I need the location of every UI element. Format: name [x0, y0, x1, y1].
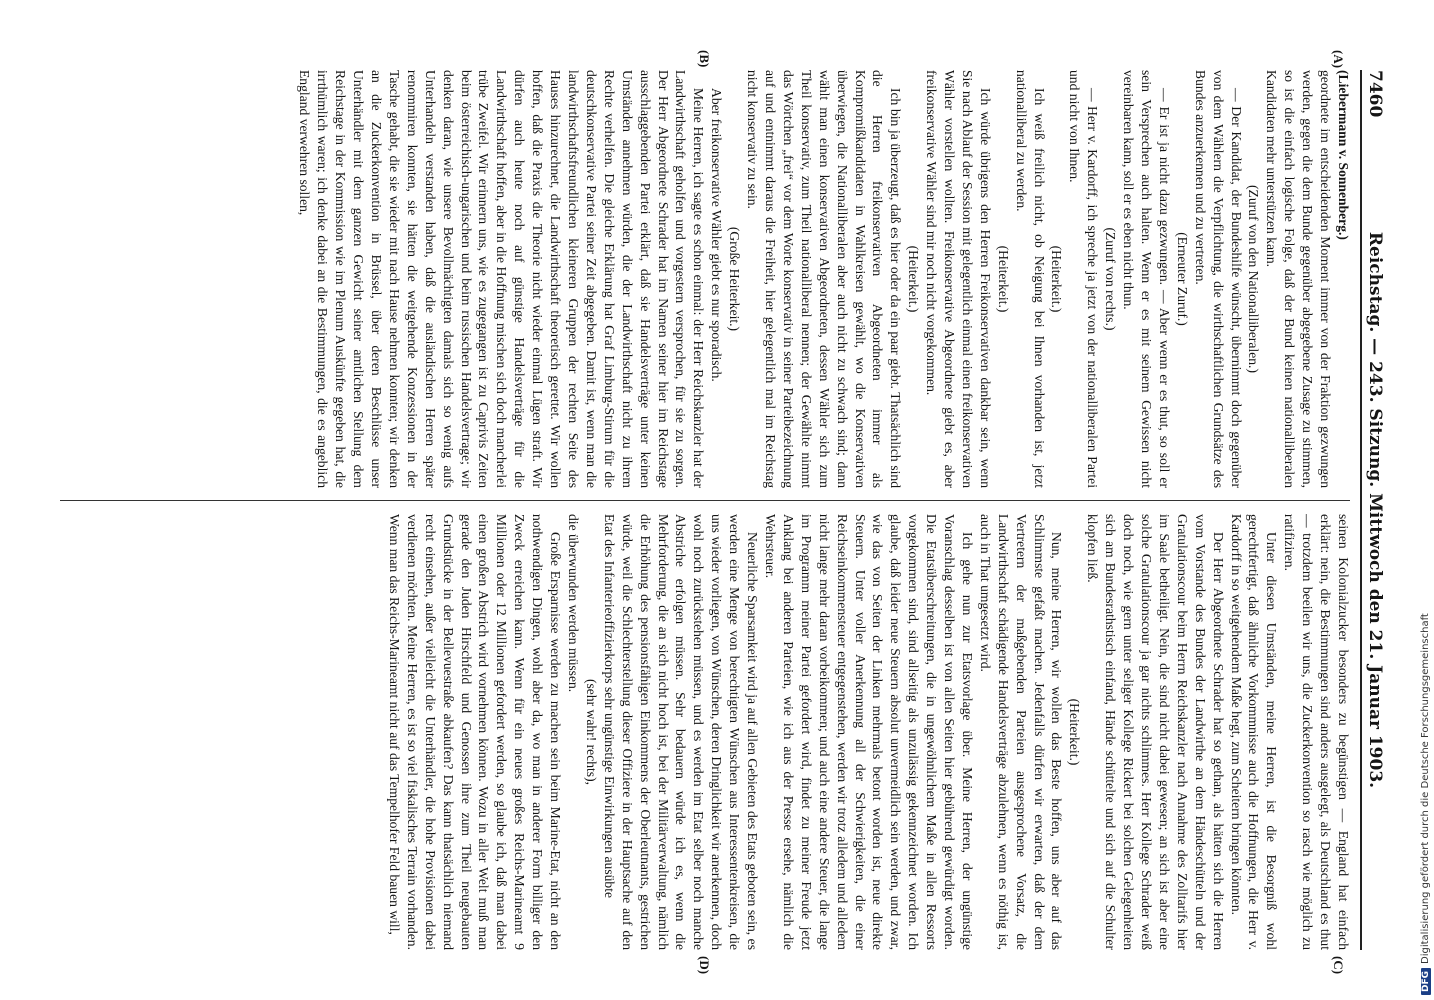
paragraph: geordnete im entscheidenden Moment immer von der Fraktion gezwungen werden, gegen die dem Bunde gegenüber abgegebene Zusage zu stimmen, so ist die einfach logische Folge, daß der Bund keinen nationalliberalen Kandidaten mehr unterstützen kann.	[1264, 70, 1334, 488]
page-header	[1360, 70, 1388, 950]
paragraph: Ich weiß freilich nicht, ob Neigung bei Ihnen vorhanden ist, jetzt nationalliberal zu werden.	[1013, 70, 1047, 488]
column-divider	[60, 500, 1350, 501]
paragraph: Neuerliche Sparsamkeit wird ja auf allen Gebieten des Etats geboten sein, es werden eine Menge von berechtigten Wünschen aus Interessentenkreisen, die uns wieder vorliegen, von Wünschen, deren Dringlichkeit wir anerkennen, doch wohl noch zurückstehen müssen, und es werden im Etat selber noch manche Abstriche erfolgen müssen. Sehr bedauern würde ich es, wenn die Mehrforderung, die an sich nicht hoch ist, bei der Militärverwaltung, nämlich die Erhöhung des pensionsfähigen Einkommens der Oberleutnants, gestrichen würde, weil die Schlechterstellung dieser Offiziere in der Hauptsache auf den Etat des Infanterieoffizierkorps sehr ungünstige Einwirkungen ausübte	[601, 514, 761, 950]
paragraph: Große Ersparnisse werden zu machen sein beim Marine-Etat, nicht an den nothwendigen Dingen, wohl aber da, wo man in anderer Form billiger den Zweck erreichen kann. Wenn für ein neues großes Reichs-Marineamt 9 Millionen oder 12 Millionen gefordert werden, so glaube ich, daß man dabei einen großen Abstrich wird vornehmen können. Wozu in aller Welt muß man gerade den Juden Hirschfeld und Genossen ihre zum Theil neugebauten Grundstücke in der Bellevuestraße abkaufen? Das kann thatsächlich niemand recht einsehen, außer vielleicht die Unterhändler, die hohe Provisionen dabei verdienen möchten. Meine Herren, es ist so viel fiskalisches Terrain vorhanden. Wenn man das Reichs-Marineamt nicht auf das Tempelhofer Feld bauen will,	[386, 514, 564, 950]
paragraph: Ich würde übrigens den Herren Freikonservativen dankbar sein, wenn Sie nach Ablauf der Session mit gelegentlich einmal einen freikonservativen Wähler vorstellen wollten. Freikonservative Abgeordnete giebt es, aber freikonservative Wähler sind mir noch nicht vorgekommen.	[924, 70, 993, 488]
interjection: (Erneuter Zuruf.)	[1174, 232, 1190, 326]
paragraph: Unter diesen Umständen, meine Herren, ist die Besorgniß wohl gerechtfertigt, daß ähnliche Vorkommnisse auch die Hoffnungen, die Herr v. Kardorff in so weitgehendem Maße hegt, zum Scheitern bringen könnten.	[1228, 514, 1280, 950]
paragraph: Ich bin ja überzeugt, daß es hier oder da ein paar giebt. Thatsächlich sind die Herren freikonservativen Abgeordneten immer als Kompromißkandidaten in Wahlkreisen gewählt, wo die Konservativen überwiegen, die Nationalliberalen aber auch nicht zu schwach sind; dann wählt man einen konservativen Abgeordneten, dessen Wähler sich zum Theil konservativ, zum Theil nationalliberal nennen; der Gewählte nimmt das Wörtchen „frei“ vor dem Worte konservativ in seiner Parteibezeichnung auf und entnimmt daraus die Freiheit, hier gelegentlich mal im Reichstag nicht konservativ zu sein.	[745, 70, 904, 488]
interjection: (Heiterkeit.)	[906, 245, 922, 313]
interjection: (Große Heiterkeit.)	[727, 226, 743, 332]
paragraph: Der Herr Abgeordnete Schrader hat so gethan, als hätten sich die Herren vom Vorstande des Bundes der Landwirthe an dem Händeschütteln und der Gratulationscour beim Herrn Reichskanzler nach Annahme des Zolltarifs hier im Saale betheiligt. Nein, die sind nicht dabei gewesen; an sich ist aber eine solche Gratulationscour ja gar nichts schlimmes. Herr Kollege Schrader weiß doch noch, wie gern unter seliger Kollege Rickert bei solchen Gelegenheiten sich am Bundesrathstisch einfand, Hände schüttelte und sich auf die Schulter klopfen ließ.	[1085, 514, 1226, 950]
right-column	[56, 514, 1352, 950]
margin-mark-a: (A)	[1331, 50, 1346, 69]
paragraph: Meine Herren, ich sagte es schon einmal: der Herr Reichskanzler hat der Landwirthschaft geholfen und vorgestern versprochen, für sie zu sorgen. Der Herr Abgeordnete Schrader hat im Namen seiner hier im Reichstage ausschlaggebenden Partei erklärt, daß sie Handelsverträge unter keinen Umständen annehmen würden, die der Landwirthschaft nicht zu ihrem Rechte verhelfen. Die gleiche Erklärung hat Graf Limburg-Stirum für die deutschkonservative Partei seiner Zeit abgegeben. Damit ist, wenn man die landwirthschaftsfreundlichen kleineren Gruppen der rechten Seite des Hauses hinzurechnet, die Landwirthschaft theoretisch gerettet. Wir wollen hoffen, daß die Praxis die Theorie nicht wieder einmal Lügen straft. Wir dürfen auch heute noch auf günstige Handelsverträge für die Landwirthschaft hoffen, aber in die Hoffnung mischen sich doch mancherlei trübe Zweifel. Wir erinnern uns, wie es zugegangen ist zu Caprivis Zeiten beim österreichisch-ungarischen und beim russischen Handelsvertrage; wir denken daran, wie unsere Bevollmächtigten damals sich so wenig aufs Unterhandeln verstanden haben, daß die ausländischen Herren später renommiren konnten, sie hätten die weitgehende Konzessionen in der Tasche gehabt, die sie wieder mit nach Hause nehmen konnten; wir denken an die Zuckerkonvention in Brüssel, über deren Beschlüsse unser Unterhändler mit dem ganzen Gewicht seiner amtlichen Stellung dem Reichstage in der Kommission wie im Plenum Auskünfte gegeben hat, die irrthümlich waren; ich denke dabei an die Bestimmungen, die es angeblich England verwehren sollen,	[297, 70, 707, 488]
paragraph: Ich gehe nun zur Etatsvorlage über. Meine Herren, der ungünstige Voranschlag desselben ist von allen Seiten hier gebührend gewürdigt worden. Die Etatsüberschreitungen, die in ungewöhnlichem Maße in allen Ressorts vorgekommen sind, sind allseitig als unzulässig gekennzeichnet worden. Ich glaube, daß leider neue Steuern absolut unvermeidlich sein werden, und zwar, wie das von Seiten der Linken mehrmals betont worden ist, neue direkte Steuern. Unter voller Anerkennung all der Schwierigkeiten, die einer Reichseinkommensteuer entgegenstehen, werden wir trotz alledem und alledem nicht lange mehr daran vorbeikommen; und auch eine andere Steuer, die lange im Programm meiner Partei gefordert wird, findet zu meiner Freude jetzt Anklang bei anderen Parteien, wie ich aus der Presse ersehe, nämlich die Wehrsteuer.	[763, 514, 975, 950]
footer	[1420, 195, 1434, 995]
interjection: (Heiterkeit.)	[1067, 698, 1083, 766]
paragraph: — Er ist ja nicht dazu gezwungen. — Aber wenn er es thut, so soll er sein Versprechen auch halten. Wenn er es mit seinem Gewissen nicht vereinbaren kann, soll er es eben nicht thun.	[1121, 70, 1172, 488]
paragraph: die überwunden werden müssen.	[566, 514, 582, 693]
interjection: (Heiterkeit.)	[995, 245, 1011, 313]
paragraph: Aber freikonservative Wähler giebt es nur sporadisch.	[709, 88, 725, 382]
interjection: (sehr wahr! rechts),	[583, 678, 599, 786]
page-number: 7460	[1365, 70, 1385, 118]
speaker-name: (Liebermann v. Sonnenberg.)	[1336, 70, 1351, 240]
footer-credit: Digitalisierung gefördert durch die Deutsche Forschungsgemeinschaft	[1420, 613, 1431, 964]
margin-mark-d: (D)	[697, 956, 712, 975]
paragraph: Nun, meine Herren, wir wollen das Beste hoffen, uns aber auf das Schlimmste gefaßt machen. Jedenfalls dürfen wir erwarten, daß der dem Vertretern der maßgebenden Parteien ausgesprochene Vorsatz, die Landwirthschaft schädigende Handelsverträge abzulehnen, wenn es nöthig ist, auch in That umgesetzt wird.	[977, 514, 1065, 950]
interjection: (Zuruf von rechts.)	[1103, 227, 1119, 331]
dfg-logo: DFG	[1421, 968, 1431, 995]
interjection: (Heiterkeit.)	[1049, 245, 1065, 313]
paragraph: — Herr v. Kardorff, ich spreche ja jetzt von der nationalliberalen Partei und nicht von Ihnen.	[1067, 70, 1101, 488]
interjection: (Zuruf von den Nationalliberalen.)	[1246, 185, 1262, 373]
margin-mark-c: (C)	[1331, 956, 1346, 975]
page-title: Reichstag. — 243. Sitzung. Mittwoch den 21. Januar 1903.	[1365, 231, 1385, 789]
paragraph: seinen Kolonialzucker besonders zu begünstigen — England hat einfach erklärt: nein, die Bestimmungen sind anders ausgelegt, als Deutschland es thut — trotzdem beeilen wir uns, die Zuckerkonvention so rasch wie möglich zu ratifiziren.	[1282, 514, 1351, 950]
margin-mark-b: (B)	[697, 50, 712, 68]
paragraph: — Der Kandidat, der Bundeshilfe wünscht, übernimmt doch gegenüber von dem Wählern die Verpflichtung, die wirthschaftlichen Grundsätze des Bundes anzuerkennen und zu vertreten.	[1192, 70, 1244, 488]
left-column	[56, 70, 1352, 488]
